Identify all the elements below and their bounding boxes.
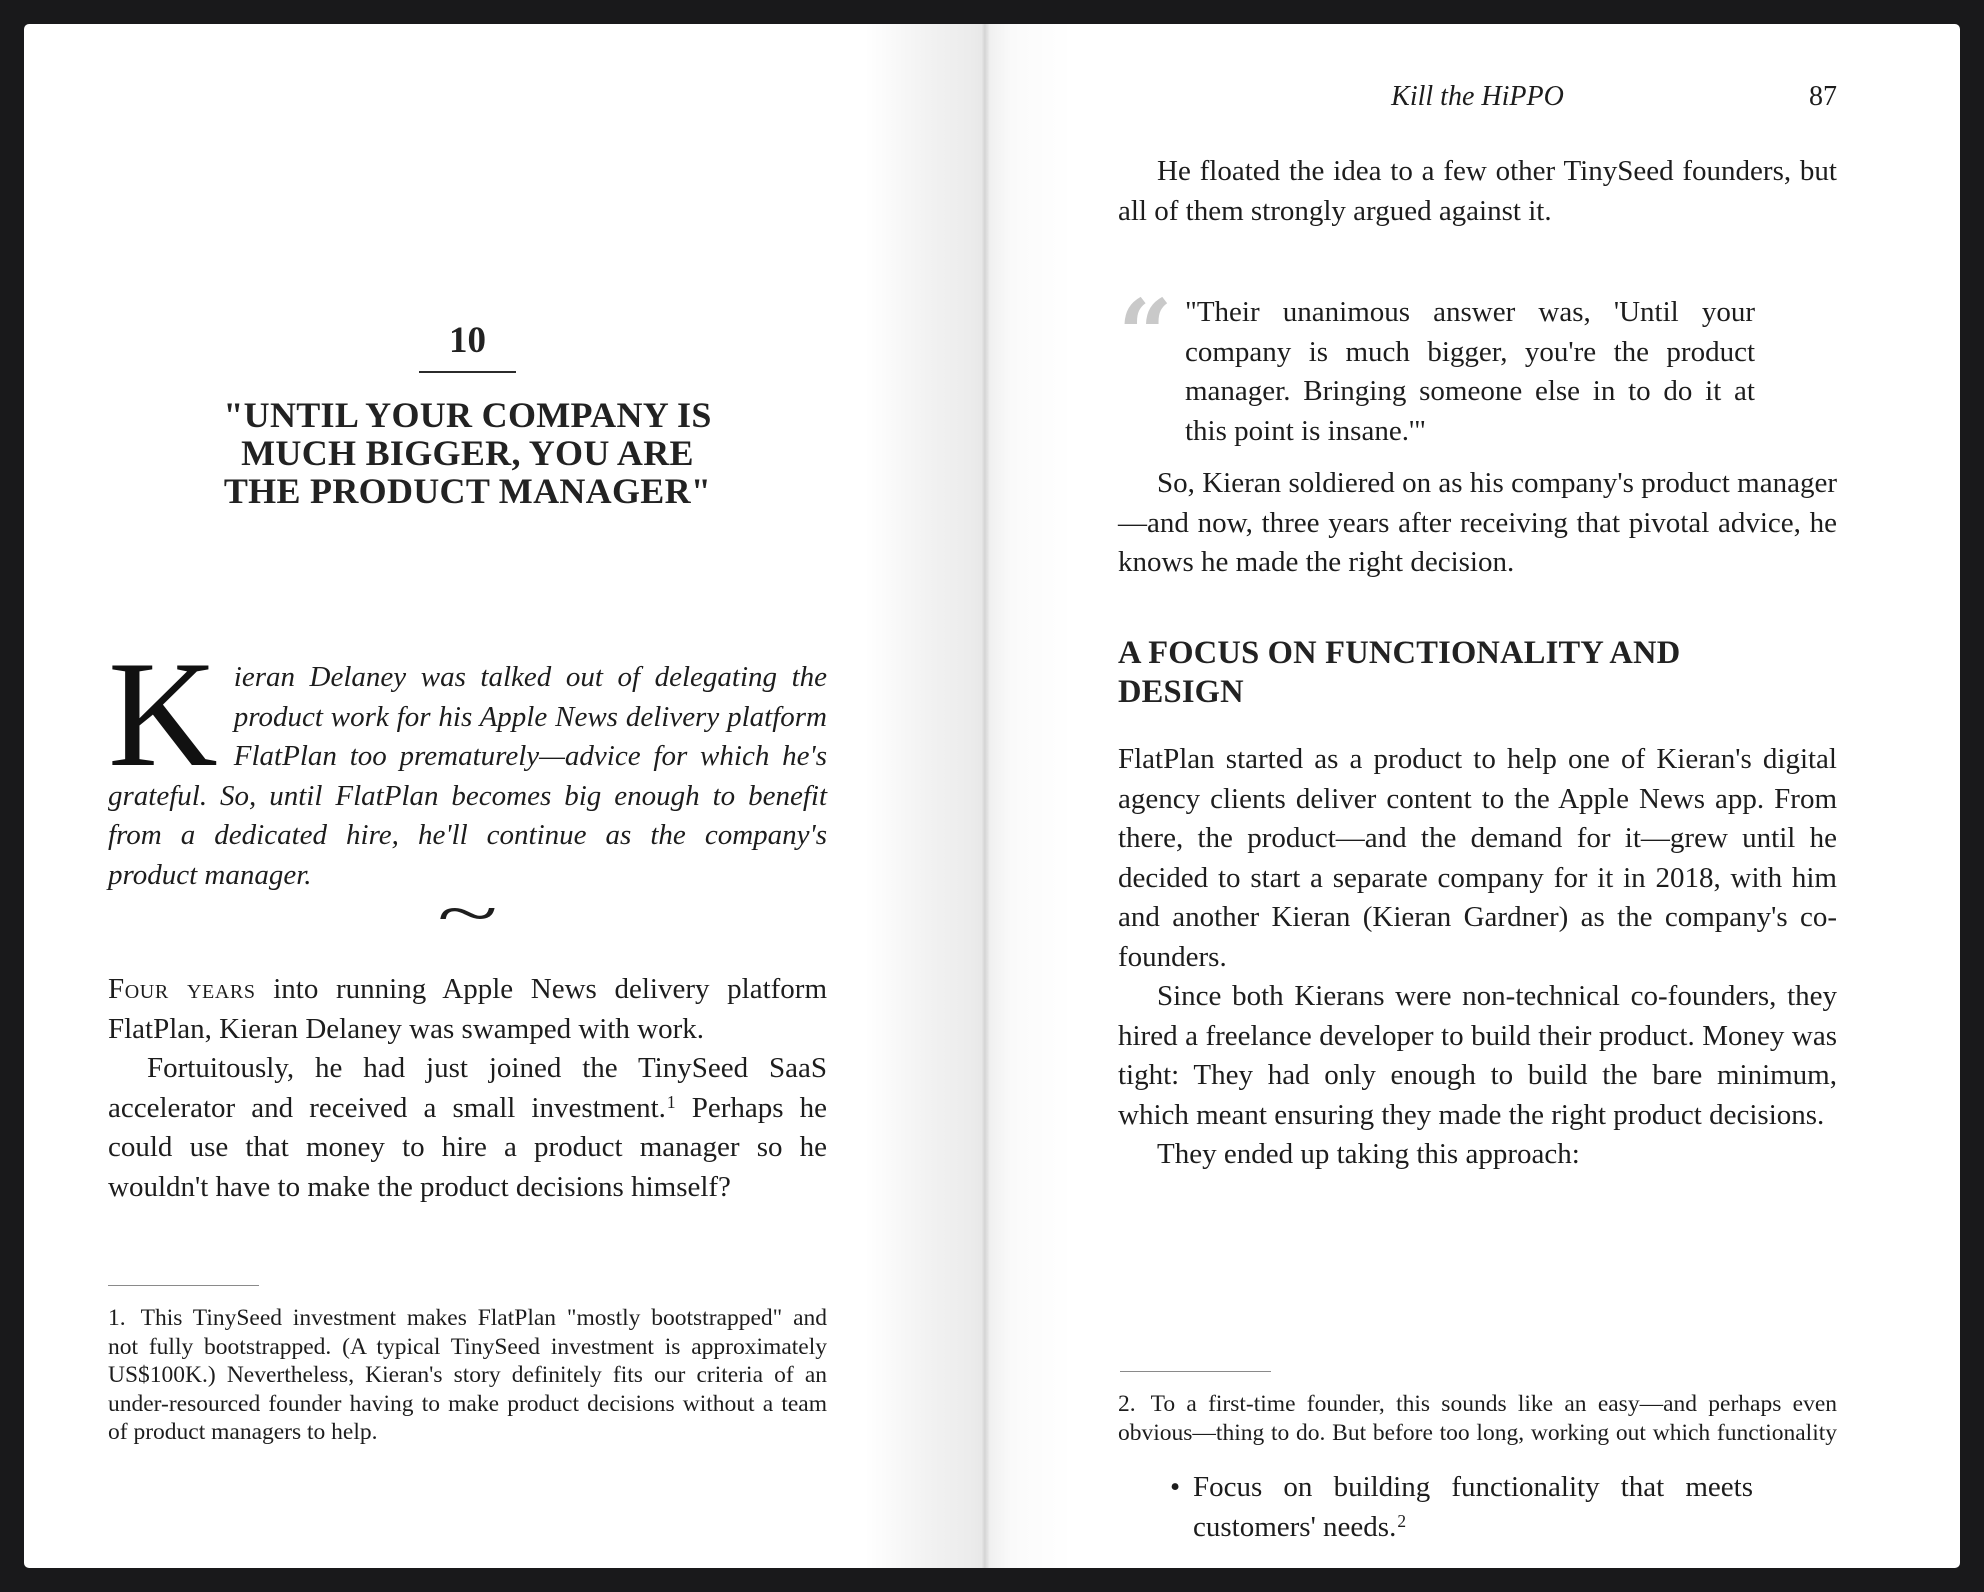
ornamental-divider: ~ bbox=[437, 877, 498, 950]
left-text-column bbox=[108, 24, 827, 1568]
bullet-item-text bbox=[1193, 1468, 1753, 1547]
footnote-reference: 1 bbox=[666, 1091, 676, 1112]
footnote-number: 1. bbox=[108, 1305, 126, 1331]
section-heading-line: A FOCUS ON FUNCTIONALITY AND bbox=[1118, 635, 1681, 671]
footnote-text: This TinySeed investment makes FlatPlan "mostly bootstrapped" and not fully bootstrapped. (A typical TinySeed investment is approximately US$100K.) Nevertheless, Kieran's story definitely fits our criteria of an under-resourced founder having to make product decisions without a team of product managers to help. bbox=[108, 1305, 827, 1446]
footnote-text: To a first-time founder, this sounds like an easy—and perhaps even obvious—thing to do. But before too long, working out which functionality bbox=[1118, 1391, 1837, 1446]
running-header bbox=[1118, 82, 1837, 114]
paragraph: He floated the idea to a few other TinySeed founders, but all of them strongly argued against it. bbox=[1118, 155, 1837, 227]
book-spread bbox=[24, 24, 1960, 1568]
right-text-column bbox=[1118, 24, 1837, 1568]
paragraph bbox=[108, 1049, 827, 1207]
left-body-text bbox=[108, 970, 827, 1207]
left-page bbox=[24, 24, 985, 1568]
bullet-list-item bbox=[1118, 1468, 1837, 1547]
bullet-marker: • bbox=[1170, 1471, 1181, 1503]
blockquote-text: "Their unanimous answer was, 'Until your company is much bigger, you're the product manager. Bringing someone else in to do it at this point is insane.'" bbox=[1185, 296, 1755, 447]
drop-cap: K bbox=[108, 630, 218, 798]
chapter-number-rule bbox=[419, 371, 516, 373]
chapter-title-line: "UNTIL YOUR COMPANY IS bbox=[223, 395, 712, 435]
right-body-text bbox=[1118, 977, 1837, 1175]
section-heading bbox=[1118, 634, 1837, 712]
footnote bbox=[1118, 1390, 1837, 1447]
paragraph-text: Fortuitously, he had just joined the TinySeed SaaS accelerator and received a small investment. bbox=[108, 1052, 827, 1124]
paragraph: So, Kieran soldiered on as his company's product manager—and now, three years after receiving that pivotal advice, he knows he made the right decision. bbox=[1118, 467, 1837, 578]
footnote-reference: 2 bbox=[1397, 1510, 1407, 1531]
chapter-title bbox=[108, 396, 827, 510]
paragraph: Since both Kierans were non-technical co-founders, they hired a freelance developer to build their product. Money was tight: They had only enough to build the bare minimum, which meant ensuring they made the right product decisions. bbox=[1118, 980, 1837, 1131]
intro-text: ieran Delaney was talked out of delegating the product work for his Apple News delivery platform FlatPlan too prematurely—advice for which he's grateful. So, until FlatPlan becomes big enough to benefit from a dedicated hire, he'll continue as the company's product manager. bbox=[108, 661, 827, 891]
paragraph: FlatPlan started as a product to help one of Kieran's digital agency clients deliver content to the Apple News app. From there, the product—and the demand for it—grew until he decided to start a separate company for it in 2018, with him and another Kieran (Kieran Gardner) as the company's co-founders. bbox=[1118, 743, 1837, 973]
paragraph bbox=[108, 970, 827, 1049]
chapter-title-line: THE PRODUCT MANAGER" bbox=[223, 471, 712, 511]
running-header-title: Kill the HiPPO bbox=[1391, 81, 1564, 112]
chapter-title-line: MUCH BIGGER, YOU ARE bbox=[241, 433, 694, 473]
intro-paragraph bbox=[108, 630, 827, 895]
paragraph: They ended up taking this approach: bbox=[1157, 1138, 1580, 1170]
right-page bbox=[985, 24, 1960, 1568]
quotation-mark-icon: “ bbox=[1118, 279, 1173, 390]
footnote-rule bbox=[1120, 1371, 1271, 1372]
paragraph-text: Perhaps he could use that money to hire a product manager so he wouldn't have to make the product decisions himself? bbox=[108, 1091, 827, 1203]
paragraph-text: into running Apple News delivery platform FlatPlan, Kieran Delaney was swamped with work. bbox=[108, 973, 828, 1045]
footnote-rule bbox=[108, 1285, 259, 1286]
blockquote bbox=[1118, 279, 1755, 451]
page-number: 87 bbox=[1809, 81, 1837, 112]
section-heading-line: DESIGN bbox=[1118, 674, 1244, 710]
paragraph-text: Focus on building functionality that meets customers' needs. bbox=[1193, 1471, 1753, 1543]
footnote-number: 2. bbox=[1118, 1391, 1136, 1417]
small-caps-lead: Four years bbox=[108, 973, 256, 1005]
footnote bbox=[108, 1304, 827, 1447]
chapter-number: 10 bbox=[449, 320, 486, 361]
